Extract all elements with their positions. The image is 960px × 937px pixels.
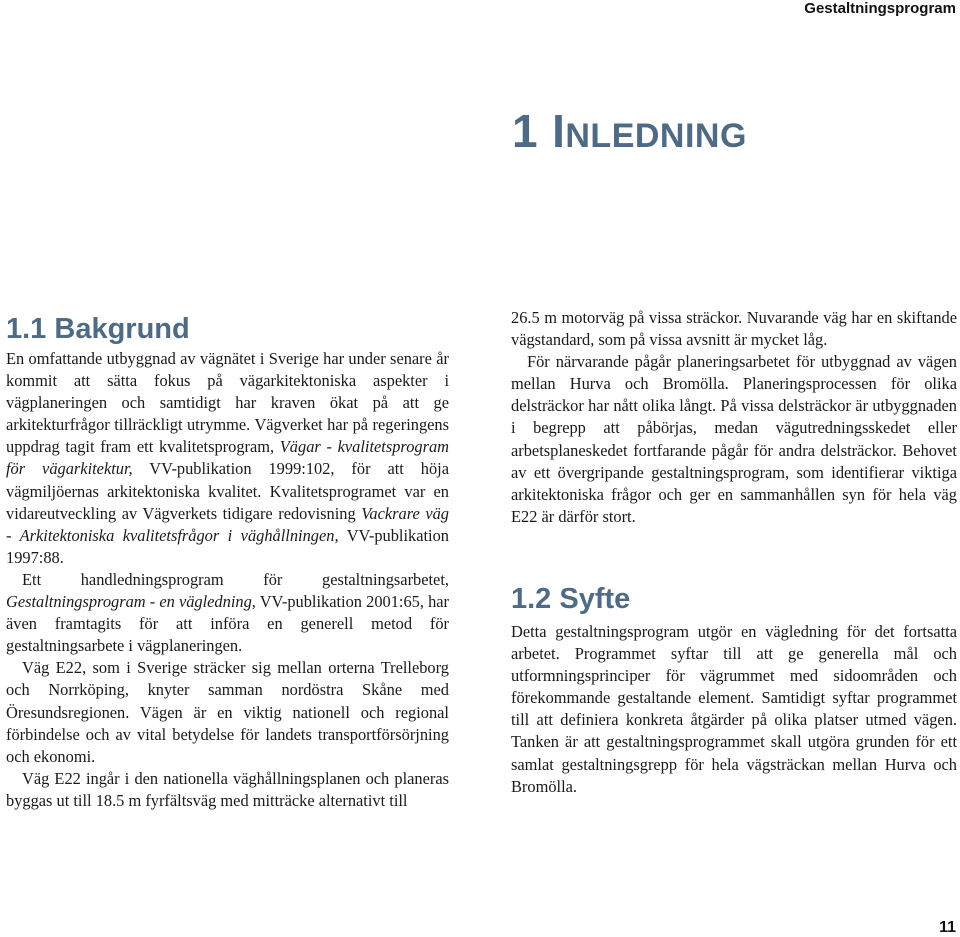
chapter-title-initial: I <box>552 105 566 157</box>
text-run: En omfattande utbyggnad av vägnätet i Sverige har under senare år kommit att sätta fokus på vägarkitektoniska aspekter i vägplaneringen och samtidigt har kraven ökat på att ge arkitekturfrågor tillräckligt utrymme. Vägverket har på regeringens uppdrag tagit fram ett kvalitetsprogram, <box>6 349 449 457</box>
paragraph: Väg E22 ingår i den nationella väghållningsplanen och planeras byggas ut till 18.5 m fyrfältsväg med mitträcke alternativt till <box>6 768 449 810</box>
italic-title: Gestaltningsprogram - en vägledning, <box>6 592 256 612</box>
right-column-body-top <box>511 307 957 528</box>
text-run: VV-publikation 1999:102, för att höja vägmiljöernas arkitektoniska kvalitet. Kvalitetsprogramet var en vidareutveckling av Vägverkets tidigare redovisning <box>6 459 449 523</box>
running-header: Gestaltningsprogram <box>804 0 956 17</box>
left-column-body <box>6 348 449 812</box>
right-column-body-bottom <box>511 621 957 798</box>
section-heading-bakgrund: 1.1 Bakgrund <box>6 313 190 345</box>
paragraph: Detta gestaltningsprogram utgör en vägledning för det fortsatta arbetet. Programmet syftar till att ge generella mål och utformningsprinciper för vägrummet med sidoområden och förekommande gestaltande element. Samtidigt syftar programmet till att definiera konkreta åtgärder på olika platser utmed vägen. Tanken är att gestaltningsprogrammet skall utgöra grunden för ett samlat gestaltningsgrepp för hela vägsträckan mellan Hurva och Bromölla. <box>511 622 957 796</box>
chapter-title <box>512 104 747 158</box>
chapter-number: 1 <box>512 105 539 157</box>
text-run: Ett handledningsprogram för gestaltningsarbetet, <box>22 569 449 589</box>
text-run: VV-publikation 1997:88. <box>6 525 449 567</box>
page-number: 11 <box>939 919 956 936</box>
text-run: VV-publikation 2001:65, har även framtagits för att införa en generell metod för gestaltningsarbete i vägplaneringen. <box>6 592 449 656</box>
italic-title: Vägar - kvalitetsprogram för vägarkitektur, <box>6 437 449 479</box>
paragraph: Väg E22, som i Sverige sträcker sig mellan orterna Trelleborg och Norrköping, knyter samman nordöstra Skåne med Öresundsregionen. Vägen är en viktig nationell och regional förbindelse och av vital betydelse för landets transportförsörjning och ekonomi. <box>6 658 449 766</box>
paragraph <box>6 348 449 569</box>
paragraph <box>6 569 449 657</box>
chapter-title-rest: NLEDNING <box>565 117 747 155</box>
section-heading-syfte: 1.2 Syfte <box>511 583 631 615</box>
italic-title: Vackrare väg - Arkitektoniska kvalitetsfrågor i väghållningen, <box>6 503 449 545</box>
paragraph: 26.5 m motorväg på vissa sträckor. Nuvarande väg har en skiftande vägstandard, som på vissa avsnitt är mycket låg. <box>511 308 957 350</box>
paragraph: För närvarande pågår planeringsarbetet för utbyggnad av vägen mellan Hurva och Bromölla. Planeringsprocessen för olika delsträckor har nått olika långt. På vissa delsträckor är utbyggnaden i begrepp att påbörjas, medan vägutredningsskedet eller arbetsplaneskedet fortfarande pågår för andra delsträckor. Behovet av ett övergripande gestaltningsprogram, som identifierar viktiga arkitektoniska frågor och ger en sammanhållen syn för hela väg E22 är därför stort. <box>511 352 957 526</box>
